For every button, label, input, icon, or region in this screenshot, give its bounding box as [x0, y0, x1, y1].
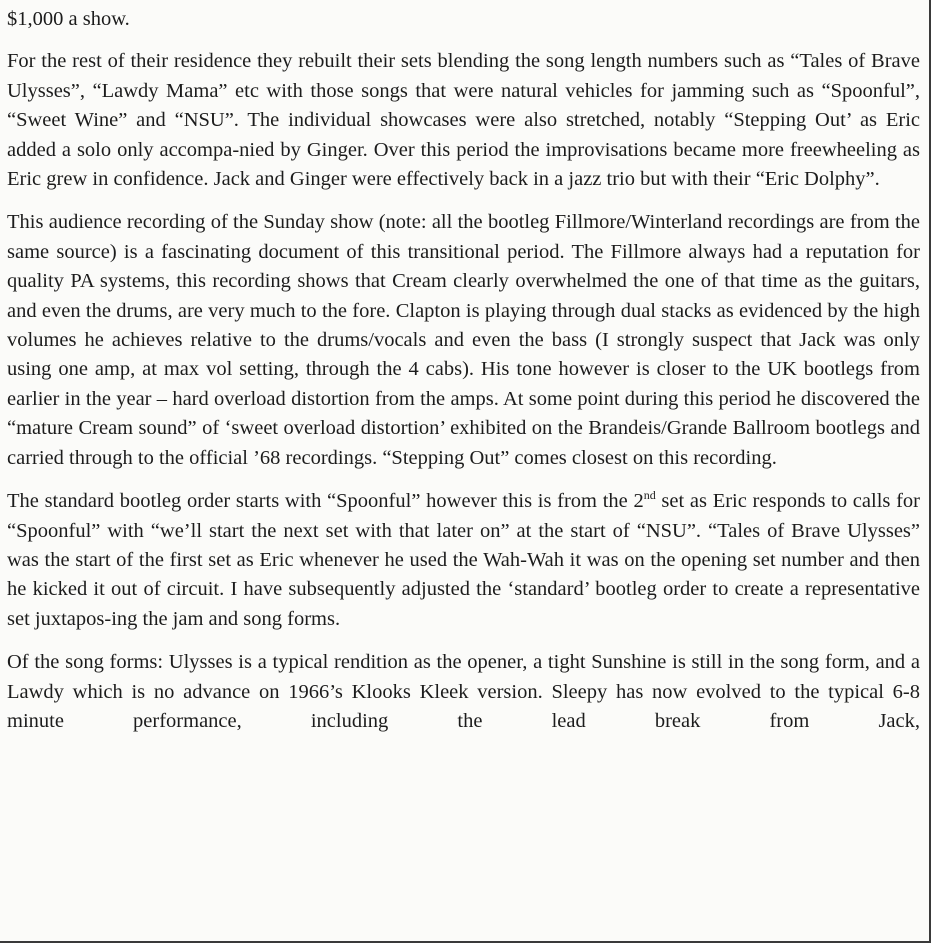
paragraph-set-rebuild: For the rest of their residence they rebuilt their sets blending the song length numbers such as “Tales of Brave Ulysses”, “Lawdy Mama” etc with those songs that were natural vehicles for jamming such as “Spoonful”, “Sweet Wine” and “NSU”. The individual showcases were also stretched, notably “Stepping Out’ as Eric added a solo only accompa-nied by Ginger. Over this period the improvisations became more freewheeling as Eric grew in confidence. Jack and Ginger were effectively back in a jazz trio but with their “Eric Dolphy”. [7, 50, 920, 191]
paragraph-audience-recording: This audience recording of the Sunday show (note: all the bootleg Fillmore/Winterland recordings are from the same source) is a fascinating document of this transitional period. The Fillmore always had a reputation for quality PA systems, this recording shows that Cream clearly overwhelmed the one of that time as the guitars, and even the drums, are very much to the fore. Clapton is playing through dual stacks as evidenced by the high volumes he achieves relative to the drums/vocals and even the bass (I strongly suspect that Jack was only using one amp, at max vol setting, through the 4 cabs). His tone however is closer to the UK bootlegs from earlier in the year – hard overload distortion from the amps. At some point during this period he discovered the “mature Cream sound” of ‘sweet overload distortion’ exhibited on the Brandeis/Grande Ballroom bootlegs and carried through to the official ’68 recordings. “Stepping Out” comes closest on this recording. [7, 211, 920, 469]
bootleg-order-text-start: The standard bootleg order starts with “Spoonful” however this is from the 2 [7, 490, 644, 513]
paragraph-fragment: $1,000 a show. [7, 8, 130, 30]
ordinal-superscript: nd [643, 488, 656, 503]
bootleg-order-text-end: set as Eric responds to calls for “Spoonful” with “we’ll start the next set with that later on” at the start of “NSU”. “Tales of Brave Ulysses” was the start of the first set as Eric whenever he used the Wah-Wah it was on the opening set number and then he kicked it out of circuit. I have subsequently adjusted the ‘standard’ bootleg order to create a representative set juxtapos-ing the jam and song forms. [7, 490, 920, 630]
body-text [7, 5, 920, 750]
paragraph-bootleg-order [7, 487, 920, 634]
paragraph-song-forms: Of the song forms: Ulysses is a typical rendition as the opener, a tight Sunshine is still in the song form, and a Lawdy which is no advance on 1966’s Klooks Kleek version. Sleepy has now evolved to the typical 6-8 minute performance, including the lead break from Jack, [7, 651, 920, 732]
